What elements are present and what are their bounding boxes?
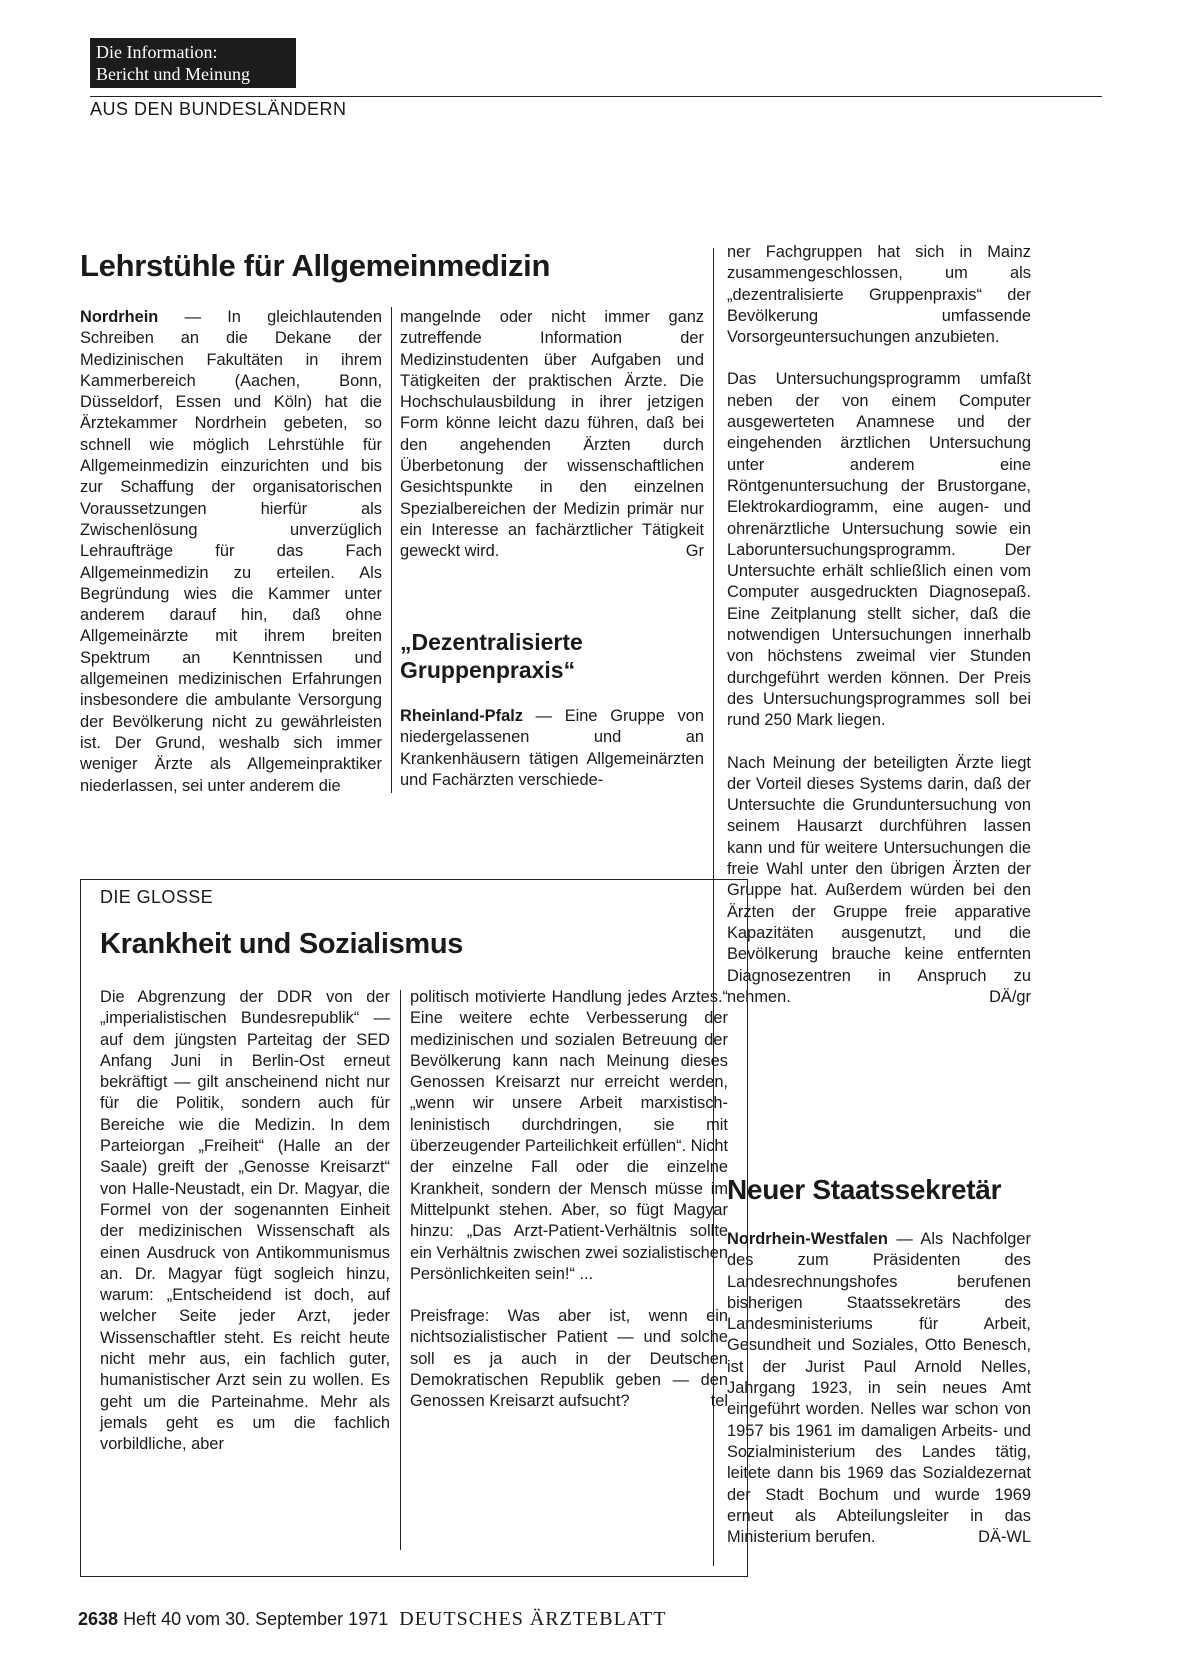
- article3-text: — Als Nachfolger des zum Präsidenten des Landesrechnungshofes berufenen bisherigen Staatssekretärs des Landesministeriums für Arbeit, Gesundheit und Soziales, Otto Benesch, ist der Jurist Paul Arnold Nelles, Jahrgang 1923, in sein neues Amt eingeführt worden. Nelles war schon von 1957 bis 1961 im damaligen Arbeits- und Sozialministerium des Landes tätig, leitete dann bis 1969 das Sozialdezernat der Stadt Bochum und wurde 1969 erneut als Abteilungsleiter in das Ministerium berufen.: [727, 1230, 1031, 1547]
- footer-magazine: DEUTSCHES ÄRZTEBLATT: [399, 1608, 667, 1630]
- article2-col3-p1: ner Fachgruppen hat sich in Mainz zusammengeschlossen, um als „dezentralisierte Gruppenpraxis“ der Bevölkerung umfassende Vorsorgeuntersuchungen anzubieten.: [727, 243, 1031, 347]
- article3-sign: DÄ-WL: [978, 1528, 1031, 1547]
- article2-col3-p3: Nach Meinung der beteiligten Ärzte liegt der Vorteil dieses Systems darin, daß der Untersuchte die Grunduntersuchung von seinem Hausarzt durchführen lassen kann und für weitere Untersuchungen die freie Wahl unter den übrigen Ärzten der Gruppe hat. Außerdem würden bei den Ärzten der Gruppe freie apparative Kapazitäten ausgenutzt, und die Bevölkerung brauche keine entfernten Diagnosezentren in Anspruch zu nehmen.: [727, 753, 1031, 1006]
- article2-title: [400, 628, 583, 684]
- header-box-line1: Die Information:: [96, 42, 218, 62]
- glosse-col1-text: Die Abgrenzung der DDR von der „imperialistischen Bundesrepublik“ — auf dem jüngsten Parteitag der SED Anfang Juni in Berlin-Ost erneut bekräftigt — gilt anscheinend nicht nur für die Politik, sondern auch für Bereiche wie die Medizin. In dem Parteiorgan „Freiheit“ (Halle an der Saale) greift der „Genosse Kreisarzt“ von Halle-Neustadt, ein Dr. Magyar, die Formel von der sogenannten Einheit der medizinischen Wissenschaft als einen Ausdruck von Antikommunismus an. Dr. Magyar fügt sogleich hinzu, warum: „Entscheidend ist doch, auf welcher Seite jeder Arzt, jeder Wissenschaftler steht. Es reicht heute nicht mehr aus, ein fachlich guter, humanistischer Arzt sein zu wollen. Es geht um die Parteinahme. Mehr als jemals geht es um die fachlich vorbildliche, aber: [100, 988, 390, 1454]
- header-box: [90, 38, 296, 88]
- article1-col1-text: — In gleichlautenden Schreiben an die Dekane der Medizinischen Fakultäten in ihrem Kammerbereich (Aachen, Bonn, Düsseldorf, Essen und Köln) hat die Ärztekammer Nordrhein gebeten, so schnell wie möglich Lehrstühle für Allgemeinmedizin einzurichten und bis zur Schaffung der organisatorischen Voraussetzungen hierfür als Zwischenlösung unverzüglich Lehraufträge für das Fach Allgemeinmedizin zu erteilen. Als Begründung wies die Kammer unter anderem darauf hin, daß ohne Allgemeinärzte mit ihrem breiten Spektrum an Kenntnissen und allgemeinen medizinischen Erfahrungen insbesondere die ambulante Versorgung der Bevölkerung nicht zu gewährleisten ist. Der Grund, weshalb sich immer weniger Ärzte als Allgemeinpraktiker niederlassen, sei unter anderem die: [80, 308, 382, 795]
- column-rule-glosse: [400, 990, 401, 1550]
- article1-sign: Gr: [685, 542, 704, 561]
- glosse-title: Krankheit und Sozialismus: [100, 928, 464, 960]
- glosse-sign: tel: [710, 1392, 728, 1411]
- footer: [78, 1608, 666, 1631]
- section-title: AUS DEN BUNDESLÄNDERN: [90, 99, 347, 119]
- header-box-line2: Bericht und Meinung: [96, 64, 250, 84]
- article1-lead: Nordrhein: [80, 308, 159, 326]
- article2-title-line1: „Dezentralisierte: [400, 629, 583, 655]
- glosse-col1: [100, 987, 390, 1456]
- article1-col2: [400, 307, 704, 563]
- article1-title: Lehrstühle für Allgemeinmedizin: [80, 248, 551, 283]
- glosse-label: DIE GLOSSE: [100, 887, 214, 907]
- article3-title: Neuer Staatssekretär: [727, 1174, 1002, 1205]
- column-rule-1: [391, 307, 392, 793]
- footer-page-number: 2638: [78, 1609, 119, 1629]
- article2-col3-p2: Das Untersuchungsprogramm umfaßt neben der von einem Computer ausgewerteten Anamnese und der eingehenden ärztlichen Untersuchung unter anderem eine Röntgenuntersuchung der Brustorgane, Elektrokardiogramm, eine augen- und ohrenärztliche Untersuchung sowie ein Laboruntersuchungsprogramm. Der Untersuchte erhält schließlich einen vom Computer ausgedruckten Diagnosepaß. Eine Zeitplanung stellt sicher, daß die notwendigen Untersuchungen innerhalb von höchstens zweimal vier Stunden durchgeführt werden können. Der Preis des Untersuchungsprogrammes soll bei rund 250 Mark liegen.: [727, 370, 1031, 730]
- footer-issue: Heft 40 vom 30. September 1971: [123, 1609, 389, 1629]
- header-rule: [90, 96, 1102, 97]
- article2-col2-text: — Eine Gruppe von niedergelassenen und an Krankenhäusern tätigen Allgemeinärzten und Fachärzten verschiede-: [400, 707, 704, 789]
- article1-col1: [80, 307, 382, 797]
- article3-lead: Nordrhein-Westfalen: [727, 1230, 888, 1248]
- article2-lead: Rheinland-Pfalz: [400, 707, 523, 725]
- glosse-col2-p2: Preisfrage: Was aber ist, wenn ein nichtsozialistischer Patient — und solche soll es ja auch in der Deutschen Demokratischen Republik geben — den Genossen Kreisarzt aufsucht?: [410, 1307, 728, 1411]
- article2-sign: DÄ/gr: [989, 987, 1031, 1006]
- glosse-col2-p1: politisch motivierte Handlung jedes Arztes.“ Eine weitere echte Verbesserung der medizinischen und sozialen Betreuung der Bevölkerung kann nach Meinung dieses Genossen Kreisarzt nur erreicht werden, „wenn wir unsere Arbeit marxistisch-leninistisch durchdringen, sie mit überzeugender Parteilichkeit erfüllen“. Nicht der einzelne Fall oder die einzelne Krankheit, sondern der Mensch müsse im Mittelpunkt stehen. Aber, so fügt Magyar hinzu: „Das Arzt-Patient-Verhältnis sollte ein Verhältnis zwischen zwei sozialistischen Persönlichkeiten sein!“ ...: [410, 988, 728, 1283]
- glosse-col2: [410, 987, 728, 1413]
- article3-col: [727, 1229, 1031, 1548]
- article1-col2-text: mangelnde oder nicht immer ganz zutreffende Information der Medizinstudenten über Aufgaben und Tätigkeiten der praktischen Ärzte. Die Hochschulausbildung in ihrer jetzigen Form könne leicht dazu führen, daß bei den angehenden Ärzten durch Überbetonung der wissenschaftlichen Gesichtspunkte in den einzelnen Spezialbereichen der Medizin primär nur ein Interesse an fachärztlicher Tätigkeit geweckt wird.: [400, 308, 704, 561]
- article2-col2: [400, 706, 704, 791]
- article2-col3: [727, 242, 1031, 1008]
- article2-title-line2: Gruppenpraxis“: [400, 657, 576, 683]
